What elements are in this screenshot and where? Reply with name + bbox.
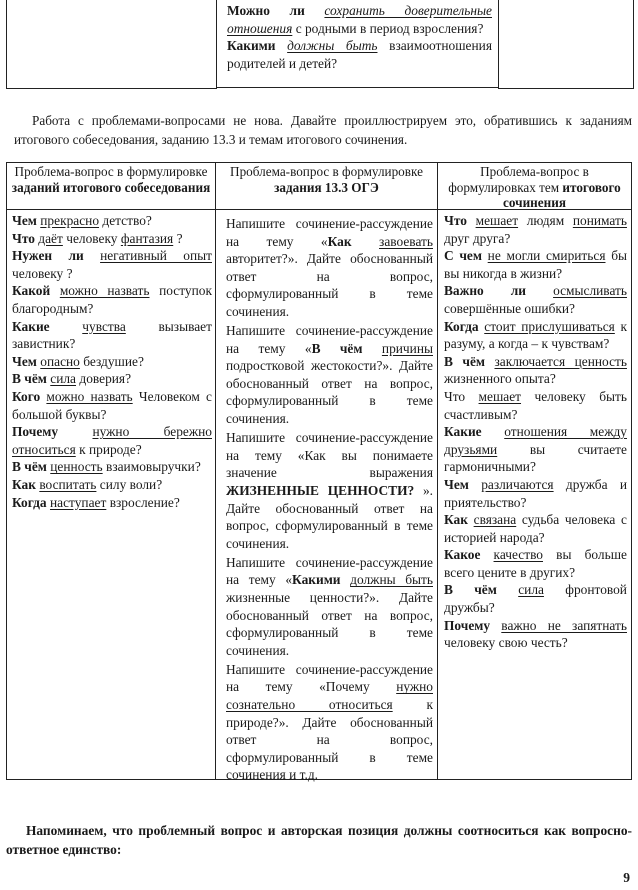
conclusion-paragraph: Напоминаем, что проблемный вопрос и авторская позиция должны соотноситься как вопросно-ответное единство:	[6, 823, 632, 857]
top-table-cell-left	[6, 0, 217, 89]
page-number: 9	[623, 870, 630, 885]
table-cell-item: В чём сила фронтовой дружбы?	[444, 582, 627, 616]
table-cell-item: Важно ли осмысливать совершённые ошибки?	[444, 283, 627, 316]
table-cell-item: Когда стоит прислушиваться к разуму, а когда – к чувствам?	[444, 318, 627, 352]
top-question-1: Можно ли сохранить доверительные отношения с родными в период взросления?	[227, 3, 492, 36]
table-cell-item: Как связана судьба человека с историей народа?	[444, 512, 627, 545]
table-cell-item: В чём ценность взаимовыручки?	[12, 459, 201, 475]
table-cell-item: Почему важно не запятнать человеку свою честь?	[444, 617, 627, 651]
table-body-oge	[216, 210, 437, 784]
table-cell-item: Кого можно назвать Человеком с большой буквы?	[12, 388, 212, 422]
table-body-interview	[7, 210, 215, 511]
table-header-essay: Проблема-вопрос в формулировках тем итогового сочинения	[438, 163, 631, 210]
table-cell-item: Напишите сочинение-рассуждение на тему «Как завоевать авторитет?». Дайте обоснованный ответ на вопрос, сформулированный в теме сочинения.	[226, 216, 433, 319]
table-cell-item: Что мешает людям понимать друг друга?	[444, 213, 627, 246]
table-cell-item: Что даёт человеку фантазия ?	[12, 230, 183, 246]
table-cell-item: Напишите сочинение-рассуждение на тему «Почему нужно сознательно относиться к природе?». Дайте обоснованный ответ на вопрос, сформулированный в теме сочинения и т.д.	[226, 661, 433, 783]
table-cell-item: Напишите сочинение-рассуждение на тему «В чём причины подростковой жестокости?». Дайте обоснованный ответ на вопрос, сформулированный в теме сочинения.	[226, 323, 433, 427]
table-cell-item: Что мешает человеку быть счастливым?	[444, 388, 627, 422]
table-cell-item: Как воспитать силу воли?	[12, 476, 163, 492]
table-cell-item: Когда наступает взросление?	[12, 494, 180, 510]
table-column-oge	[215, 163, 437, 783]
table-cell-item: В чём сила доверия?	[12, 371, 132, 387]
table-cell-item: Чем прекрасно детство?	[12, 213, 152, 228]
table-cell-item: Какие чувства вызывает завистник?	[12, 318, 212, 352]
table-cell-item: Какой можно назвать поступок благородным?	[12, 283, 212, 316]
table-header-interview: Проблема-вопрос в формулировке заданий итогового собеседования	[7, 163, 215, 210]
table-cell-item: В чём заключается ценность жизненного опыта?	[444, 353, 627, 387]
comparison-table	[6, 162, 632, 783]
top-table-cell-middle	[216, 0, 498, 88]
top-table-fragment	[6, 0, 632, 90]
table-cell-item: Почему нужно бережно относиться к природе?	[12, 424, 212, 457]
top-table-cell-right	[498, 0, 634, 89]
intro-paragraph: Работа с проблемами-вопросами не нова. Давайте проиллюстрируем это, обратившись к заданиям итогового собеседования, заданию 13.3 и темам итогового сочинения.	[14, 113, 632, 147]
table-cell-item: С чем не могли смириться бы вы никогда в жизни?	[444, 248, 627, 281]
table-cell-item: Какое качество вы больше всего цените в других?	[444, 547, 627, 580]
table-body-essay	[438, 210, 631, 652]
table-header-oge: Проблема-вопрос в формулировке задания 13.3 ОГЭ	[216, 163, 437, 210]
table-cell-item: Нужен ли негативный опыт человеку ?	[12, 248, 212, 281]
table-column-essay	[437, 163, 631, 779]
top-question-2: Какими должны быть взаимоотношения родителей и детей?	[227, 38, 492, 71]
table-cell-item: Какие отношения между друзьями вы считаете гармоничными?	[444, 424, 627, 475]
table-cell-item: Напишите сочинение-рассуждение на тему «Как вы понимаете значение выражения ЖИЗНЕННЫЕ ЦЕННОСТИ? ». Дайте обоснованный ответ на вопрос, сформулированный в теме сочинения.	[226, 430, 433, 551]
table-column-interview	[7, 163, 215, 779]
table-cell-item: Чем опасно бездушие?	[12, 353, 144, 369]
table-cell-item: Чем различаются дружба и приятельство?	[444, 476, 627, 510]
table-cell-item: Напишите сочинение-рассуждение на тему «Какими должны быть жизненные ценности?». Дайте обоснованный ответ на вопрос, сформулированный в теме сочинения.	[226, 554, 433, 658]
